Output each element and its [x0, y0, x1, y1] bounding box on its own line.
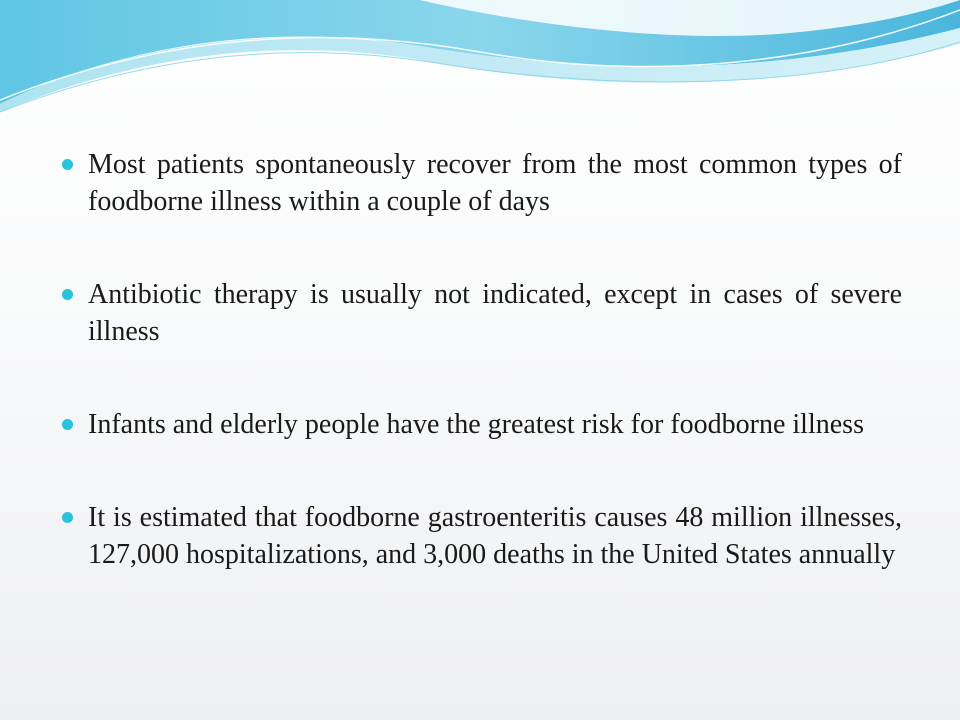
bullet-item-recovery — [60, 146, 902, 220]
header-wave-decoration — [0, 0, 960, 120]
bullet-dot-icon — [62, 159, 73, 170]
bullet-list — [60, 146, 902, 573]
bullet-text: Infants and elderly people have the greatest risk for foodborne illness — [88, 409, 864, 440]
bullet-dot-icon — [62, 512, 73, 523]
bullet-text: It is estimated that foodborne gastroenteritis causes 48 million illnesses, 127,000 hospitalizations, and 3,000 deaths in the United States annually — [88, 502, 902, 570]
bullet-dot-icon — [62, 289, 73, 300]
bullet-dot-icon — [62, 419, 73, 430]
bullet-item-statistics — [60, 499, 902, 573]
bullet-text: Most patients spontaneously recover from the most common types of foodborne illness within a couple of days — [88, 149, 902, 217]
bullet-item-antibiotic — [60, 276, 902, 350]
bullet-item-risk — [60, 406, 902, 443]
bullet-text: Antibiotic therapy is usually not indicated, except in cases of severe illness — [88, 279, 902, 347]
